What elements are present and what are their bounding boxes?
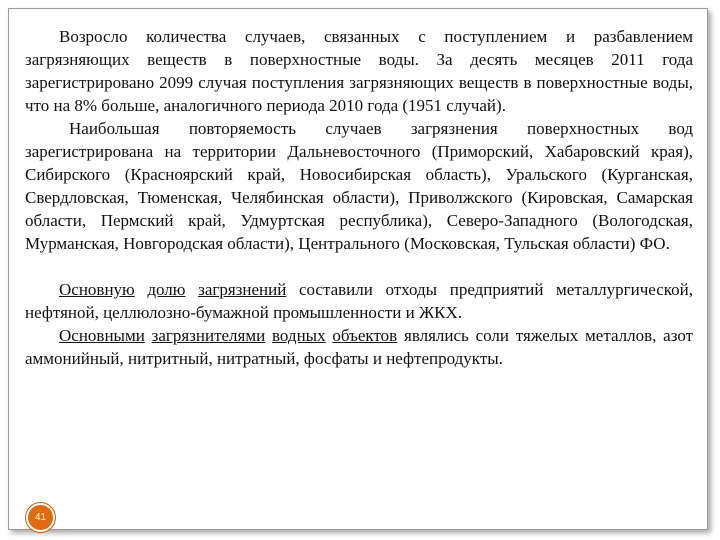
paragraph-text: являлись соли тяжелых металлов, азот аммонийный, нитритный, нитратный, фосфаты и нефтепродукты. <box>25 326 694 368</box>
underlined-word: водных <box>272 326 326 345</box>
paragraph-regions: Наибольшая повторяемость случаев загрязнения поверхностных вод зарегистрирована на территории Дальневосточного (Приморский, Хабаровский края), Сибирского (Красноярский край, Новосибирская область), Уральского (Курганская, Свердловская, Тюменская, Челябинская области), Приволжского (Кировская, Самарская области, Пермский край, Удмуртская республика), Северо-Западного (Вологодская, Мурманская, Новгородская области), Центрального (Московская, Тульская области) ФО. <box>25 119 693 253</box>
underlined-word: Основными <box>59 326 145 345</box>
underlined-word: Основную <box>59 280 135 299</box>
slide-frame <box>8 8 708 530</box>
paragraph-main-share <box>25 278 693 324</box>
paragraph-pollutants <box>25 324 693 370</box>
underlined-word: объектов <box>332 326 398 345</box>
slide-body <box>25 25 693 370</box>
underlined-word: долю <box>147 280 186 299</box>
paragraph-case-growth: Возросло количества случаев, связанных с поступлением и разбавлением загрязняющих веществ в поверхностные воды. За десять месяцев 2011 года зарегистрировано 2099 случая поступления загрязняющих веществ в поверхностные воды, что на 8% больше, аналогичного периода 2010 года (1951 случай). <box>25 27 693 115</box>
paragraph-text: составили отходы предприятий металлургической, нефтяной, целлюлозно-бумажной промышленности и ЖКХ. <box>25 280 694 322</box>
page-number-badge: 41 <box>26 503 55 532</box>
underlined-word: загрязнителями <box>151 326 266 345</box>
underlined-word: загрязнений <box>198 280 287 299</box>
